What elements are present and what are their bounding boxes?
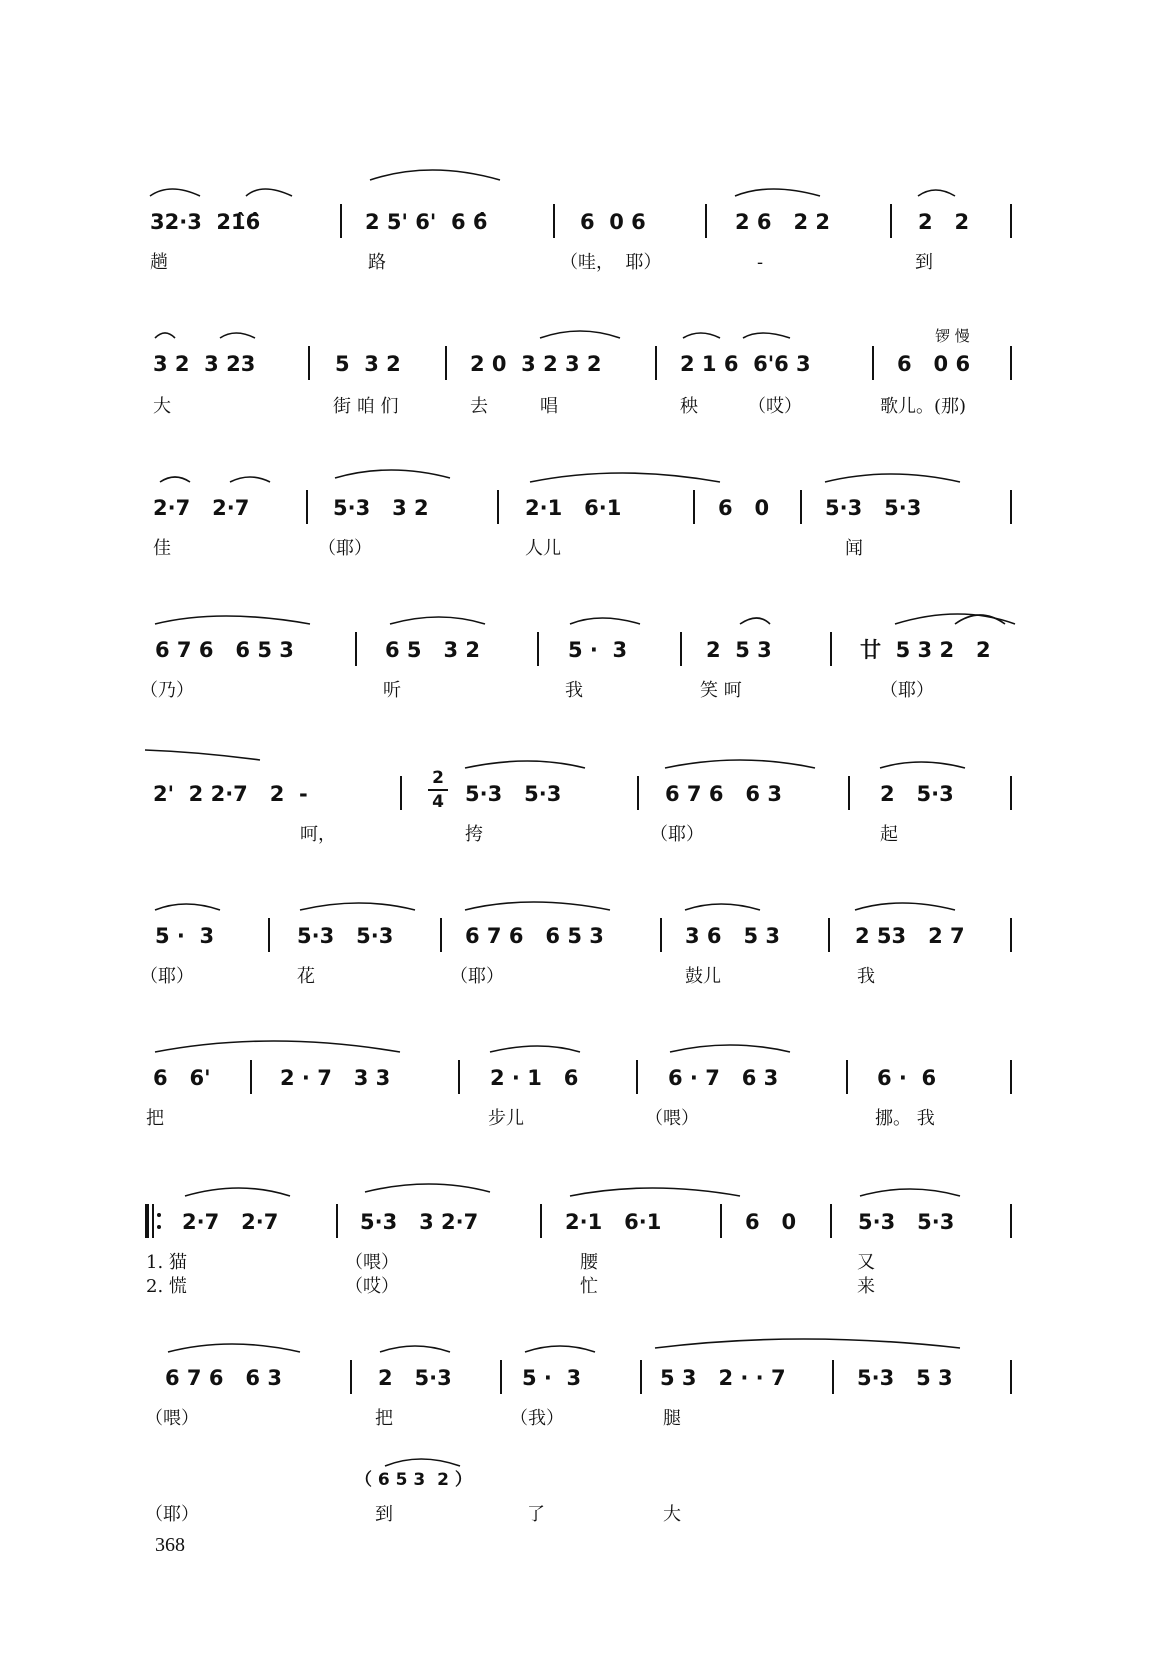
time-signature-bottom: 4 — [432, 792, 444, 812]
lyric: 秧 — [680, 396, 698, 417]
repeat-thin-bar — [152, 1204, 154, 1238]
lyric: 把 — [146, 1108, 164, 1129]
lyric: 笑 呵 — [700, 680, 742, 701]
barline — [500, 1360, 502, 1394]
measure-5-notes: 廿 5 3 2 2 — [860, 638, 991, 662]
barline — [540, 1204, 542, 1238]
repeat-start-sign — [145, 1204, 163, 1238]
measure-2-notes: 5·3 3 2·7 — [360, 1210, 479, 1234]
lyric: （我） — [510, 1408, 564, 1429]
barline — [1010, 204, 1012, 238]
barline — [250, 1060, 252, 1094]
lyric: 听 — [383, 680, 401, 701]
measure-5-notes: 2 2 — [918, 210, 970, 234]
lyric: （耶） — [450, 966, 504, 987]
measure-5-notes: 5·3 5·3 — [858, 1210, 955, 1234]
measure-3-notes: 2 0 3 2 3 2 — [470, 352, 602, 376]
barline — [537, 632, 539, 666]
measure-4-notes: 6 0 — [745, 1210, 797, 1234]
measure-2-notes: 5 3 2 — [335, 352, 401, 376]
lyric: 大 — [663, 1504, 681, 1525]
measure-5-notes: 2 53 2 7 — [855, 924, 965, 948]
measure-1-notes: 5 · 3 — [155, 924, 215, 948]
measure-3-notes: 6 7 6 6 3 — [665, 782, 782, 806]
barline — [640, 1360, 642, 1394]
barline — [828, 918, 830, 952]
barline — [846, 1060, 848, 1094]
lyric: 步儿 — [488, 1108, 524, 1129]
lyric: 我 — [565, 680, 583, 701]
lyric: 人儿 — [525, 538, 561, 559]
lyric: （耶） — [650, 824, 704, 845]
measure-1-notes: 3 2 3 23 — [153, 352, 256, 376]
barline — [872, 346, 874, 380]
lyric: 鼓儿 — [685, 966, 721, 987]
lyric: （耶） — [140, 966, 194, 987]
time-signature — [428, 768, 448, 812]
lyric: 挪。 我 — [875, 1108, 935, 1129]
lyric: 到 — [915, 252, 933, 273]
barline — [830, 1204, 832, 1238]
barline — [1010, 1360, 1012, 1394]
barline — [637, 776, 639, 810]
lyric: 佳 — [153, 538, 171, 559]
measure-4-notes: 2 6 2 2 — [735, 210, 831, 234]
lyric-verse-1: （喂） — [345, 1252, 399, 1273]
barline — [336, 1204, 338, 1238]
lyric-verse-1: 1. 猫 — [146, 1252, 187, 1273]
barline — [340, 204, 342, 238]
barline — [655, 346, 657, 380]
barline — [848, 776, 850, 810]
lyric: （耶） — [880, 680, 934, 701]
barline — [890, 204, 892, 238]
lyric: 腿 — [663, 1408, 681, 1429]
measure-5-notes: 6 · 6 — [877, 1066, 937, 1090]
barline — [720, 1204, 722, 1238]
measure-3-notes: 6 7 6 6 5 3 — [465, 924, 604, 948]
lyric: 我 — [857, 966, 875, 987]
barline — [1010, 918, 1012, 952]
barline — [705, 204, 707, 238]
barline — [832, 1360, 834, 1394]
parenthetical-notes: （ 6 5 3 2 ） — [355, 1470, 472, 1490]
barline — [693, 490, 695, 524]
measure-4-notes: 2 5·3 — [880, 782, 954, 806]
barline — [355, 632, 357, 666]
lyric: 大 — [153, 396, 171, 417]
measure-5-notes: 5·3 5 3 — [857, 1366, 953, 1390]
lyric: （哎） — [748, 396, 802, 417]
measure-5-notes: 5·3 5·3 — [825, 496, 922, 520]
repeat-dot — [157, 1213, 161, 1217]
measure-3-notes: 2 · 1 6 — [490, 1066, 579, 1090]
lyric: （喂） — [645, 1108, 699, 1129]
barline — [800, 490, 802, 524]
lyric: 了 — [527, 1504, 545, 1525]
barline — [445, 346, 447, 380]
barline — [830, 632, 832, 666]
measure-2-notes: 2 · 7 3 3 — [280, 1066, 391, 1090]
lyric-verse-1: 腰 — [580, 1252, 598, 1273]
lyric-verse-2: 忙 — [580, 1276, 598, 1297]
barline — [268, 918, 270, 952]
barline — [1010, 490, 1012, 524]
measure-2-notes: 5·3 5·3 — [465, 782, 562, 806]
lyric: （耶） — [318, 538, 372, 559]
barline — [1010, 1204, 1012, 1238]
lyric: 挎 — [465, 824, 483, 845]
lyric-verse-2: 来 — [857, 1276, 875, 1297]
tempo-annotation: 锣 慢 — [935, 327, 970, 345]
barline — [1010, 1060, 1012, 1094]
measure-5-notes: 6 0 6 — [897, 352, 971, 376]
lyric: 把 — [375, 1408, 393, 1429]
measure-2-notes: 6 5 3 2 — [385, 638, 481, 662]
lyric: 街 咱 们 — [333, 396, 399, 417]
lyric: 趟 — [150, 252, 168, 273]
barline — [306, 490, 308, 524]
barline — [1010, 776, 1012, 810]
barline — [660, 918, 662, 952]
lyric: 呵， — [300, 824, 336, 845]
lyric: （哇， 耶） — [560, 252, 662, 273]
measure-4-notes: 5 3 2 · · 7 — [660, 1366, 786, 1390]
lyric: 花 — [297, 966, 315, 987]
measure-4-notes: 2 5 3 — [706, 638, 772, 662]
measure-1-notes: 2' 2 2·7 2 - — [153, 782, 308, 806]
measure-1-notes: 6 6' — [153, 1066, 211, 1090]
measure-4-notes: 6 · 7 6 3 — [668, 1066, 779, 1090]
measure-1-notes: 6 7 6 6 5 3 — [155, 638, 294, 662]
measure-3-notes: 5 · 3 — [522, 1366, 582, 1390]
lyric-verse-1: 又 — [857, 1252, 875, 1273]
barline — [1010, 346, 1012, 380]
measure-2-notes: 5·3 5·3 — [297, 924, 394, 948]
lyric: 歌儿。(那) — [880, 396, 967, 417]
lyric: 起 — [880, 824, 898, 845]
time-signature-line — [428, 789, 448, 791]
measure-1-notes: 6 7 6 6 3 — [165, 1366, 282, 1390]
lyric-verse-2: 2. 慌 — [146, 1276, 187, 1297]
lyric-verse-2: （哎） — [345, 1276, 399, 1297]
repeat-dot — [157, 1225, 161, 1229]
lyric: 到 — [375, 1504, 393, 1525]
lyric: （乃） — [140, 680, 194, 701]
lyric: 去 — [470, 396, 488, 417]
barline — [458, 1060, 460, 1094]
measure-3-notes: 5 · 3 — [568, 638, 628, 662]
barline — [350, 1360, 352, 1394]
measure-1-notes: 32·3 21̂6̂ — [150, 210, 261, 234]
measure-3-notes: 2·1 6·1 — [525, 496, 622, 520]
measure-1-notes: 2·7 2·7 — [182, 1210, 279, 1234]
measure-3-notes: 6 0 6 — [580, 210, 646, 234]
barline — [497, 490, 499, 524]
lyric: 路 — [368, 252, 386, 273]
lyric: 唱 — [540, 396, 558, 417]
barline — [680, 632, 682, 666]
barline — [553, 204, 555, 238]
repeat-thick-bar — [145, 1204, 149, 1238]
measure-1-notes: 2·7 2·7 — [153, 496, 250, 520]
measure-2-notes: 2 5·3 — [378, 1366, 452, 1390]
lyric: 闻 — [845, 538, 863, 559]
measure-4-notes: 3 6 5 3 — [685, 924, 781, 948]
page-number: 368 — [155, 1534, 185, 1556]
measure-4-notes: 2 1 6 6'6 3 — [680, 352, 811, 376]
barline — [636, 1060, 638, 1094]
barline — [440, 918, 442, 952]
time-signature-top: 2 — [432, 768, 444, 788]
barline — [308, 346, 310, 380]
measure-3-notes: 2·1 6·1 — [565, 1210, 662, 1234]
lyric: （喂） — [145, 1408, 199, 1429]
measure-2-notes: 2 5' 6' 6 6̂ — [365, 210, 488, 234]
lyric: - — [757, 252, 764, 273]
barline — [400, 776, 402, 810]
measure-2-notes: 5·3 3 2 — [333, 496, 429, 520]
measure-4-notes: 6 0 — [718, 496, 770, 520]
lyric: （耶） — [145, 1504, 199, 1525]
